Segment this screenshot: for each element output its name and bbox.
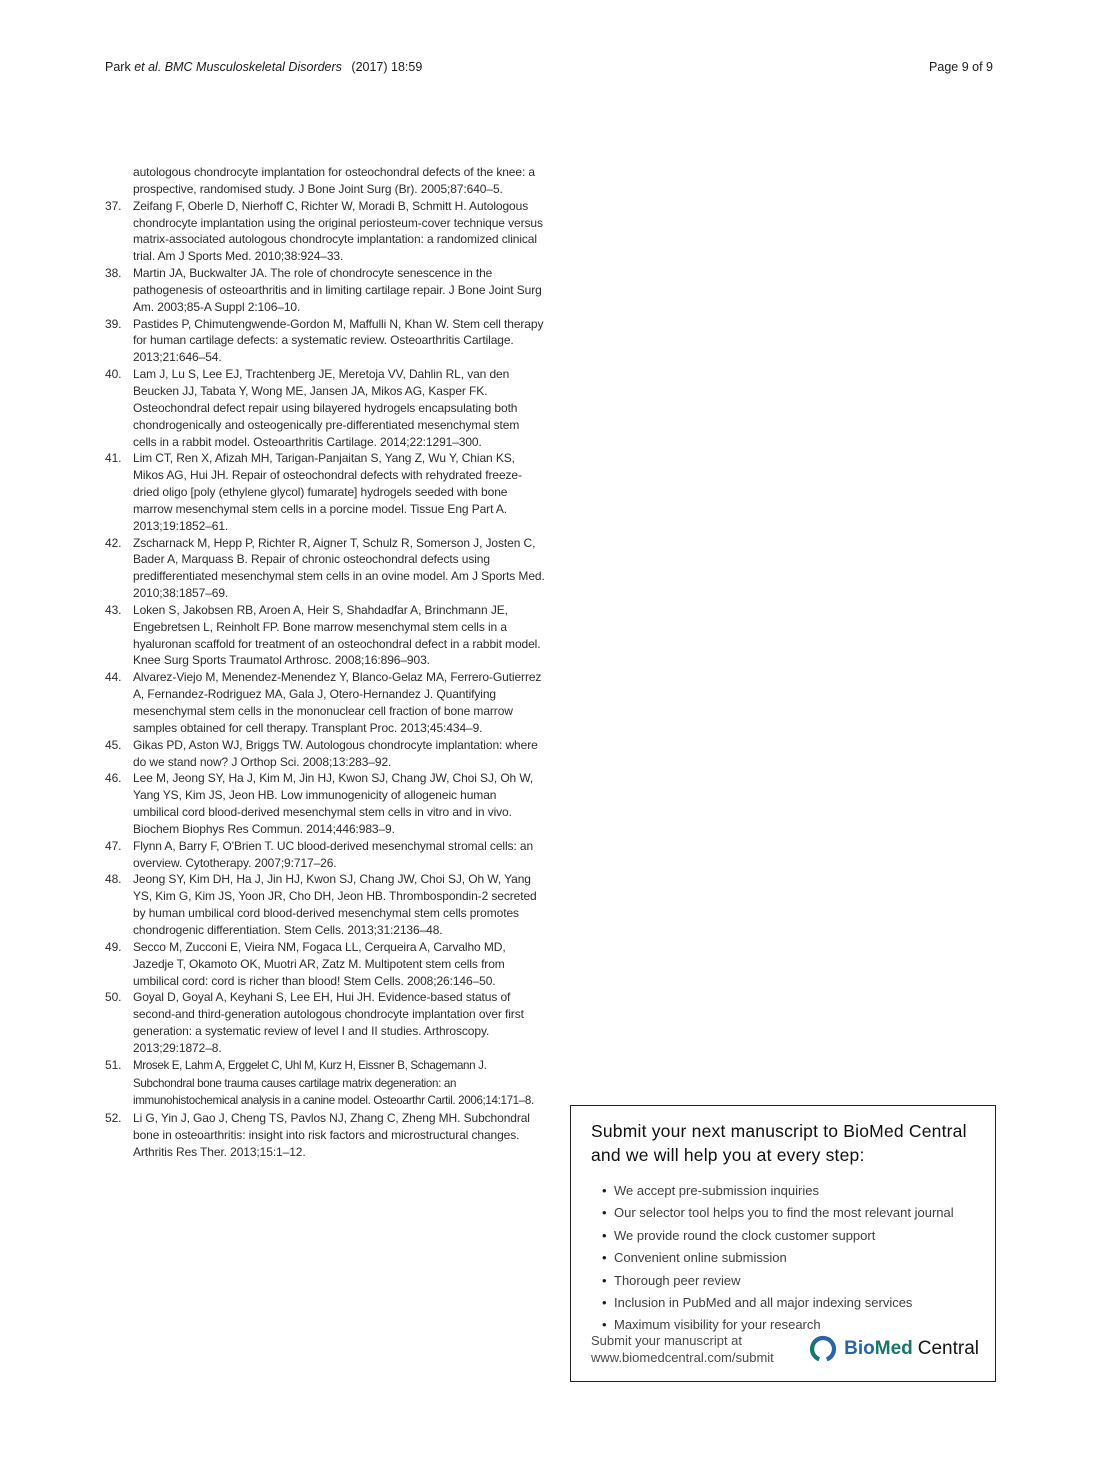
reference-text: Li G, Yin J, Gao J, Cheng TS, Pavlos NJ, Zhang C, Zheng MH. Subchondral bone in osteoarthritis: insight into risk factors and microstructural changes. Arthritis Res Ther. 2013;15:1–12. <box>133 1111 530 1159</box>
biomed-central-logo <box>808 1334 979 1364</box>
et-al: et al. <box>134 60 162 74</box>
reference-item <box>105 366 545 450</box>
submit-box-footer <box>591 1332 979 1366</box>
reference-text: Zeifang F, Oberle D, Nierhoff C, Richter W, Moradi B, Schmitt H. Autologous chondrocyte implantation using the original periosteum-cover technique versus matrix-associated autologous chondrocyte implantation: a randomized clinical trial. Am J Sports Med. 2010;38:924–33. <box>133 198 543 264</box>
reference-number: 48. <box>105 872 122 887</box>
reference-item <box>105 838 545 872</box>
reference-item <box>105 265 545 316</box>
reference-number: 43. <box>105 602 122 617</box>
reference-text: Secco M, Zucconi E, Vieira NM, Fogaca LL, Cerqueira A, Carvalho MD, Jazedje T, Okamoto OK, Muotri AR, Zatz M. Multipotent stem cells from umbilical cord: cord is richer than blood! Stem Cells. 2008;26:146–50. <box>133 939 506 988</box>
reference-number: 41. <box>105 451 122 466</box>
benefit-list <box>571 1180 995 1337</box>
reference-text: Loken S, Jakobsen RB, Aroen A, Heir S, Shahdadfar A, Brinchmann JE, Engebretsen L, Reinholt FP. Bone marrow mesenchymal stem cells in a hyaluronan scaffold for treatment of an osteochondral defect in a rabbit model. Knee Surg Sports Traumatol Arthrosc. 2008;16:896–903. <box>133 602 541 668</box>
reference-number: 52. <box>105 1111 122 1126</box>
page-number: Page 9 of 9 <box>929 60 993 74</box>
reference-item <box>105 602 545 669</box>
authors: Park <box>105 60 131 74</box>
reference-number: 40. <box>105 367 122 382</box>
logo-central-text: Central <box>917 1338 979 1359</box>
reference-number: 46. <box>105 771 122 786</box>
benefit-item: • We accept pre-submission inquiries <box>602 1180 979 1202</box>
reference-number: 38. <box>105 266 122 281</box>
submit-box-title-line2: and we will help you at every step: <box>591 1145 865 1165</box>
reference-text: Goyal D, Goyal A, Keyhani S, Lee EH, Hui JH. Evidence-based status of second-and third-generation autologous chondrocyte implantation over first generation: a systematic review of level I and II studies. Arthroscopy. 2013;29:1872–8. <box>133 990 524 1055</box>
reference-text: Flynn A, Barry F, O'Brien T. UC blood-derived mesenchymal stromal cells: an overview. Cytotherapy. 2007;9:717–26. <box>133 838 534 870</box>
submit-box-title <box>591 1119 977 1167</box>
benefit-item: • Our selector tool helps you to find the most relevant journal <box>602 1202 979 1224</box>
reference-text: Lee M, Jeong SY, Ha J, Kim M, Jin HJ, Kwon SJ, Chang JW, Choi SJ, Oh W, Yang YS, Kim JS, Jeon HB. Low immunogenicity of allogeneic human umbilical cord blood-derived mesenchymal stem cells in vitro and in vivo. Biochem Biophys Res Commun. 2014;446:983–9. <box>133 771 534 836</box>
bmc-swirl-icon <box>808 1334 838 1364</box>
benefit-item: • Maximum visibility for your research <box>602 1314 979 1336</box>
submit-box <box>570 1105 996 1382</box>
reference-number: 47. <box>105 838 122 853</box>
reference-text: Mrosek E, Lahm A, Erggelet C, Uhl M, Kurz H, Eissner B, Schagemann J. Subchondral bone trauma causes cartilage matrix degeneration: an immunohistochemical analysis in a canine model. Osteoarthr Cartil. 2006;14:171–8. <box>133 1058 534 1108</box>
reference-number: 51. <box>105 1057 122 1072</box>
reference-item <box>105 939 545 990</box>
reference-item <box>105 989 545 1056</box>
reference-item <box>105 669 545 736</box>
reference-item <box>105 535 545 602</box>
submit-box-title-line1: Submit your next manuscript to BioMed Central <box>591 1121 967 1141</box>
reference-item <box>105 770 545 837</box>
benefit-item: • Thorough peer review <box>602 1270 979 1292</box>
reference-number: 42. <box>105 535 122 550</box>
reference-text: Lim CT, Ren X, Afizah MH, Tarigan-Panjaitan S, Yang Z, Wu Y, Chian KS, Mikos AG, Hui JH. Repair of osteochondral defects with rehydrated freeze-dried oligo [poly (ethylene glycol) fumarate] hydrogels seeded with bone marrow mesenchymal stem cells in a porcine model. Tissue Eng Part A. 2013;19:1852–61. <box>133 451 522 533</box>
reference-item <box>105 198 545 265</box>
reference-continuation: autologous chondrocyte implantation for osteochondral defects of the knee: a prospective, randomised study. J Bone Joint Surg (Br). 2005;87:640–5. <box>133 165 536 196</box>
reference-number: 49. <box>105 939 122 954</box>
reference-item <box>105 450 545 534</box>
reference-text: Zscharnack M, Hepp P, Richter R, Aigner T, Schulz R, Somerson J, Josten C, Bader A, Marquass B. Repair of chronic osteochondral defects using predifferentiated mesenchymal stem cells in an ovine model. Am J Sports Med. 2010;38:1857–69. <box>133 535 545 601</box>
reference-text: Gikas PD, Aston WJ, Briggs TW. Autologous chondrocyte implantation: where do we stand now? J Orthop Sci. 2008;13:283–92. <box>133 737 538 769</box>
submit-url-link[interactable]: www.biomedcentral.com/submit <box>591 1350 774 1365</box>
submit-at-label: Submit your manuscript at <box>591 1333 743 1348</box>
references-column <box>105 164 545 1161</box>
reference-text: Alvarez-Viejo M, Menendez-Menendez Y, Blanco-Gelaz MA, Ferrero-Gutierrez A, Fernandez-Rodriguez MA, Gala J, Otero-Hernandez J. Quantifying mesenchymal stem cells in the mononuclear cell fraction of bone marrow samples obtained for cell therapy. Transplant Proc. 2013;45:434–9. <box>133 670 542 735</box>
reference-item <box>105 1110 545 1161</box>
logo-bio-text: Bio <box>844 1338 875 1359</box>
citation-info: (2017) 18:59 <box>351 60 423 74</box>
benefit-item: • Inclusion in PubMed and all major indexing services <box>602 1292 979 1314</box>
benefit-item: • We provide round the clock customer support <box>602 1225 979 1247</box>
running-head-citation <box>105 60 422 74</box>
reference-text: Martin JA, Buckwalter JA. The role of chondrocyte senescence in the pathogenesis of osteoarthritis and in limiting cartilage repair. J Bone Joint Surg Am. 2003;85-A Suppl 2:106–10. <box>133 266 542 314</box>
submit-url-block <box>591 1332 774 1366</box>
reference-number: 44. <box>105 670 122 685</box>
reference-text: Pastides P, Chimutengwende-Gordon M, Maffulli N, Khan W. Stem cell therapy for human cartilage defects: a systematic review. Osteoarthritis Cartilage. 2013;21:646–54. <box>133 316 544 365</box>
logo-med-text: Med <box>874 1338 913 1359</box>
reference-number: 50. <box>105 990 122 1005</box>
reference-number: 45. <box>105 737 122 752</box>
reference-item <box>105 871 545 938</box>
benefit-item: • Convenient online submission <box>602 1247 979 1269</box>
reference-text: Lam J, Lu S, Lee EJ, Trachtenberg JE, Meretoja VV, Dahlin RL, van den Beucken JJ, Tabata Y, Wong ME, Jansen JA, Mikos AG, Kasper FK. Osteochondral defect repair using bilayered hydrogels encapsulating both chondrogenically and osteogenically pre-differentiated mesenchymal stem cells in a rabbit model. Osteoarthritis Cartilage. 2014;22:1291–300. <box>133 367 520 449</box>
reference-list <box>105 198 545 1161</box>
reference-text: Jeong SY, Kim DH, Ha J, Jin HJ, Kwon SJ, Chang JW, Choi SJ, Oh W, Yang YS, Kim G, Kim JS, Yoon JR, Cho DH, Jeon HB. Thrombospondin-2 secreted by human umbilical cord blood-derived mesenchymal stem cells promotes chondrogenic differentiation. Stem Cells. 2013;31:2136–48. <box>133 872 537 937</box>
reference-number: 37. <box>105 198 122 213</box>
reference-item <box>105 316 545 367</box>
reference-item <box>105 737 545 771</box>
journal-title: BMC Musculoskeletal Disorders <box>164 60 342 74</box>
reference-item <box>105 1057 545 1111</box>
running-head <box>105 60 993 74</box>
reference-number: 39. <box>105 316 122 331</box>
